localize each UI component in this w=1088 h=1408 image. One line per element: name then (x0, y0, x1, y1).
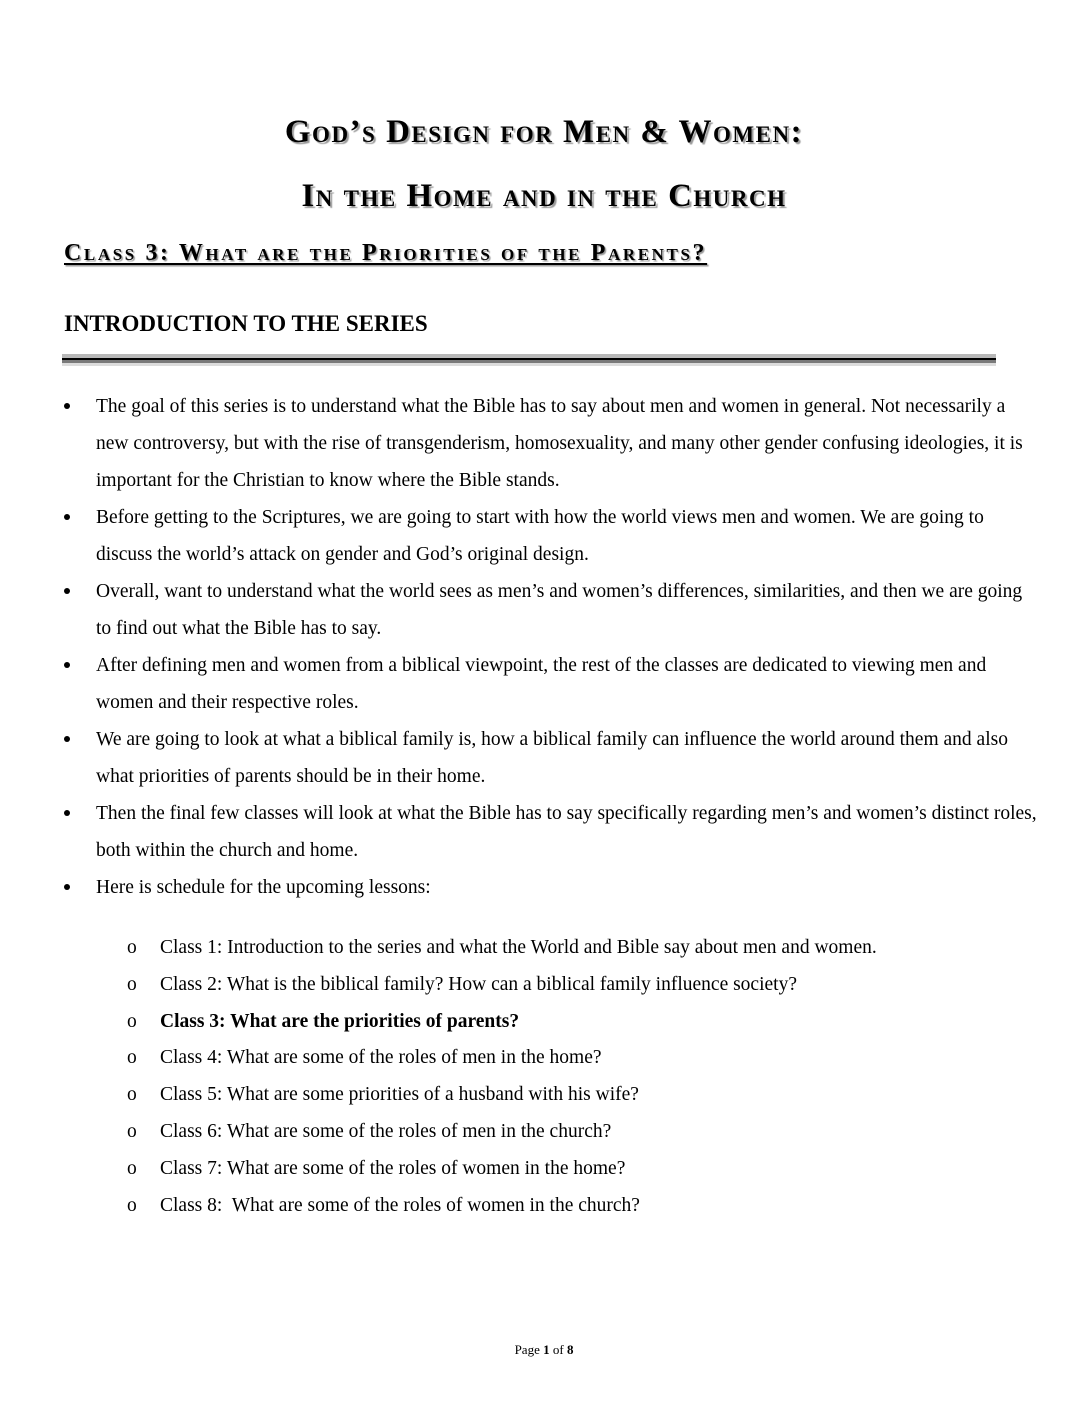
schedule-item-text: Class 2: What is the biblical family? How can a biblical family influence society? (160, 973, 797, 995)
bullet-dot-icon (64, 588, 70, 594)
schedule-marker: o (127, 1047, 137, 1069)
schedule-marker: o (127, 1157, 137, 1179)
bullet-item (0, 573, 1088, 647)
bullet-text: Before getting to the Scriptures, we are going to start with how the world views men and women. We are going to discuss the world’s attack on gender and God’s original design. (96, 507, 984, 565)
schedule-marker: o (127, 937, 137, 958)
schedule-item-class-7 (0, 1151, 1088, 1188)
schedule-item-text: Class 3: What are the priorities of parents? (160, 1010, 520, 1032)
bullet-dot-icon (64, 736, 70, 742)
class-heading: Class 3: What are the Priorities of the Parents? (64, 240, 708, 266)
bullet-item (0, 388, 1088, 499)
bullet-item (0, 721, 1088, 795)
schedule-item-text: Class 1: Introduction to the series and what the World and Bible say about men and women. (160, 937, 877, 958)
footer-page-number: 1 (543, 1342, 550, 1357)
page-footer (0, 1342, 1088, 1358)
bullet-dot-icon (64, 810, 70, 816)
schedule-item-text: Class 5: What are some priorities of a husband with his wife? (160, 1084, 639, 1106)
schedule-item-text: Class 7: What are some of the roles of women in the home? (160, 1157, 626, 1179)
bullet-text: Here is schedule for the upcoming lessons: (96, 877, 431, 898)
schedule-marker: o (127, 1084, 137, 1106)
intro-bullet-list (0, 388, 1088, 906)
schedule-marker: o (127, 1194, 137, 1216)
schedule-item-text: Class 6: What are some of the roles of men in the church? (160, 1120, 612, 1142)
bullet-item (0, 499, 1088, 573)
schedule-list (0, 930, 1088, 1224)
bullet-text: The goal of this series is to understand what the Bible has to say about men and women in general. Not necessarily a new controversy, but with the rise of transgenderism, homosexuality, and many other gender confusing ideologies, it is important for the Christian to know where the Bible stands. (96, 396, 1023, 491)
footer-of-word: of (552, 1342, 564, 1357)
document-title-line1: God’s Design for Men & Women: (284, 114, 804, 150)
schedule-item-class-2 (0, 967, 1088, 1004)
bullet-text: We are going to look at what a biblical family is, how a biblical family can influence the world around them and also what priorities of parents should be in their home. (96, 729, 1008, 787)
schedule-marker: o (127, 973, 137, 995)
footer-page-word: Page (514, 1342, 540, 1357)
bullet-dot-icon (64, 403, 70, 409)
bullet-item (0, 795, 1088, 869)
schedule-marker: o (127, 1010, 137, 1032)
bullet-text: After defining men and women from a biblical viewpoint, the rest of the classes are dedicated to viewing men and women and their respective roles. (96, 655, 987, 713)
schedule-item-class-1 (0, 930, 1088, 967)
schedule-item-class-8 (0, 1188, 1088, 1225)
schedule-marker: o (127, 1120, 137, 1142)
schedule-item-class-6 (0, 1114, 1088, 1151)
bullet-text: Then the final few classes will look at what the Bible has to say specifically regarding men’s and women’s distinct roles, both within the church and home. (96, 803, 1037, 861)
section-heading: INTRODUCTION TO THE SERIES (64, 311, 428, 336)
bullet-item (0, 869, 1088, 906)
schedule-item-class-5 (0, 1077, 1088, 1114)
bullet-dot-icon (64, 884, 70, 890)
bullet-item (0, 647, 1088, 721)
bullet-text: Overall, want to understand what the world sees as men’s and women’s differences, similarities, and then we are going to find out what the Bible has to say. (96, 581, 1023, 639)
schedule-item-text: Class 4: What are some of the roles of men in the home? (160, 1047, 602, 1069)
schedule-item-class-3 (0, 1004, 1088, 1041)
bullet-dot-icon (64, 662, 70, 668)
footer-page-total: 8 (566, 1342, 574, 1357)
document-title-line2: In the Home and in the Church (301, 178, 787, 214)
section-divider-rule (62, 354, 996, 366)
schedule-item-text: Class 8: What are some of the roles of women in the church? (160, 1194, 640, 1216)
schedule-item-class-4 (0, 1040, 1088, 1077)
bullet-dot-icon (64, 514, 70, 520)
